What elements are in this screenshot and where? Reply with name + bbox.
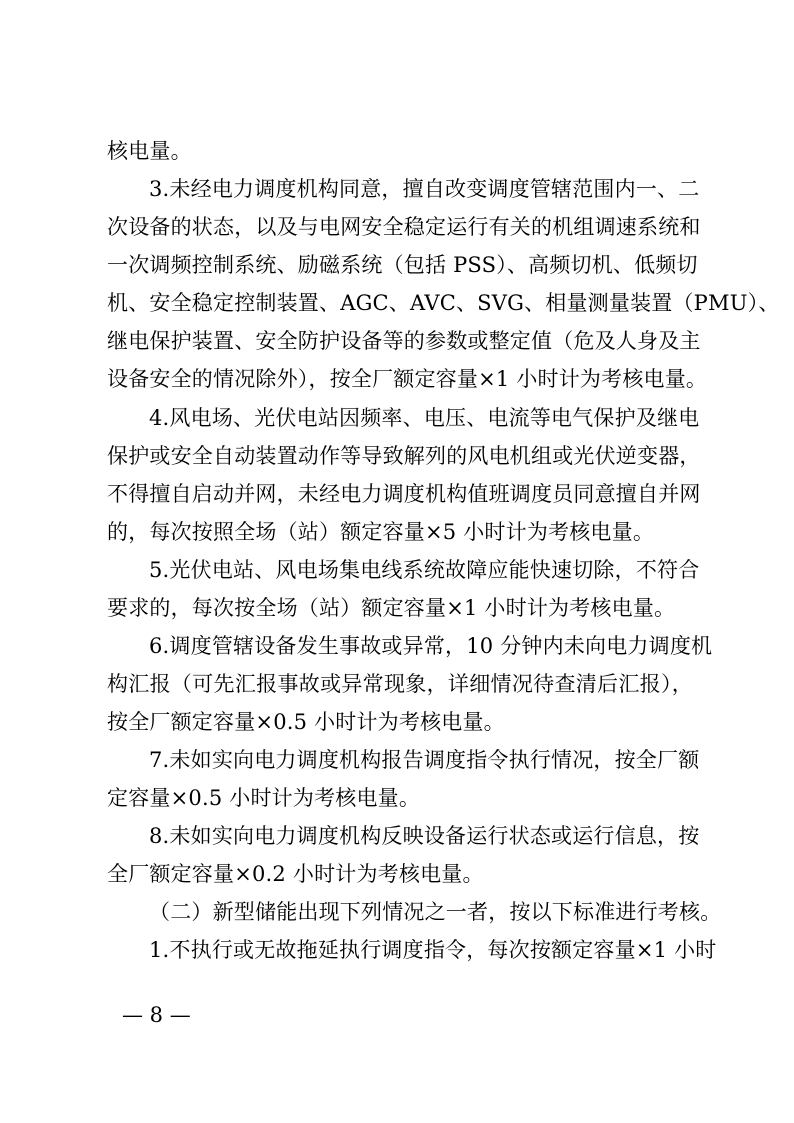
item-8-line-1: 8.未如实向电力调度机构反映设备运行状态或运行信息，按 [149, 824, 700, 848]
item-7-line-2: 定容量×0.5 小时计为考核电量。 [107, 786, 421, 810]
item-3-line-6: 设备安全的情况除外），按全厂额定容量×1 小时计为考核电量。 [107, 367, 708, 391]
item-3-line-5: 继电保护装置、安全防护设备等的参数或整定值（危及人身及主 [107, 329, 701, 353]
item-5-line-1: 5.光伏电站、风电场集电线系统故障应能快速切除，不符合 [149, 558, 700, 582]
item-7-line-1: 7.未如实向电力调度机构报告调度指令执行情况，按全厂额 [149, 748, 700, 772]
item-3-line-3: 一次调频控制系统、励磁系统（包括 PSS）、高频切机、低频切 [107, 253, 698, 277]
item-3-line-4: 机、安全稳定控制装置、AGC、AVC、SVG、相量测量装置（PMU）、 [107, 291, 780, 315]
item-8-line-2: 全厂额定容量×0.2 小时计为考核电量。 [107, 862, 484, 886]
item-6-line-3: 按全厂额定容量×0.5 小时计为考核电量。 [107, 710, 505, 734]
item-6-line-2: 构汇报（可先汇报事故或异常现象，详细情况待查清后汇报）， [107, 672, 693, 696]
storage-item-1-line-1: 1.不执行或无故拖延执行调度指令，每次按额定容量×1 小时 [149, 938, 717, 962]
item-6-line-1: 6.调度管辖设备发生事故或异常，10 分钟内未向电力调度机 [149, 634, 713, 658]
paragraph-continuation-line: 核电量。 [107, 139, 192, 163]
item-3-line-2: 次设备的状态，以及与电网安全稳定运行有关的机组调速系统和 [107, 215, 701, 239]
page-number: — 8 — [122, 1003, 191, 1027]
item-4-line-1: 4.风电场、光伏电站因频率、电压、电流等电气保护及继电 [149, 406, 700, 430]
item-4-line-3: 不得擅自启动并网，未经电力调度机构值班调度员同意擅自并网 [107, 482, 701, 506]
item-5-line-2: 要求的，每次按全场（站）额定容量×1 小时计为考核电量。 [107, 596, 676, 620]
item-4-line-4: 的，每次按照全场（站）额定容量×5 小时计为考核电量。 [107, 520, 655, 544]
item-4-line-2: 保护或安全自动装置动作等导致解列的风电机组或光伏逆变器， [107, 444, 701, 468]
item-3-line-1: 3.未经电力调度机构同意，擅自改变调度管辖范围内一、二 [149, 177, 700, 201]
section-heading-energy-storage: （二）新型储能出现下列情况之一者，按以下标准进行考核。 [149, 900, 722, 924]
